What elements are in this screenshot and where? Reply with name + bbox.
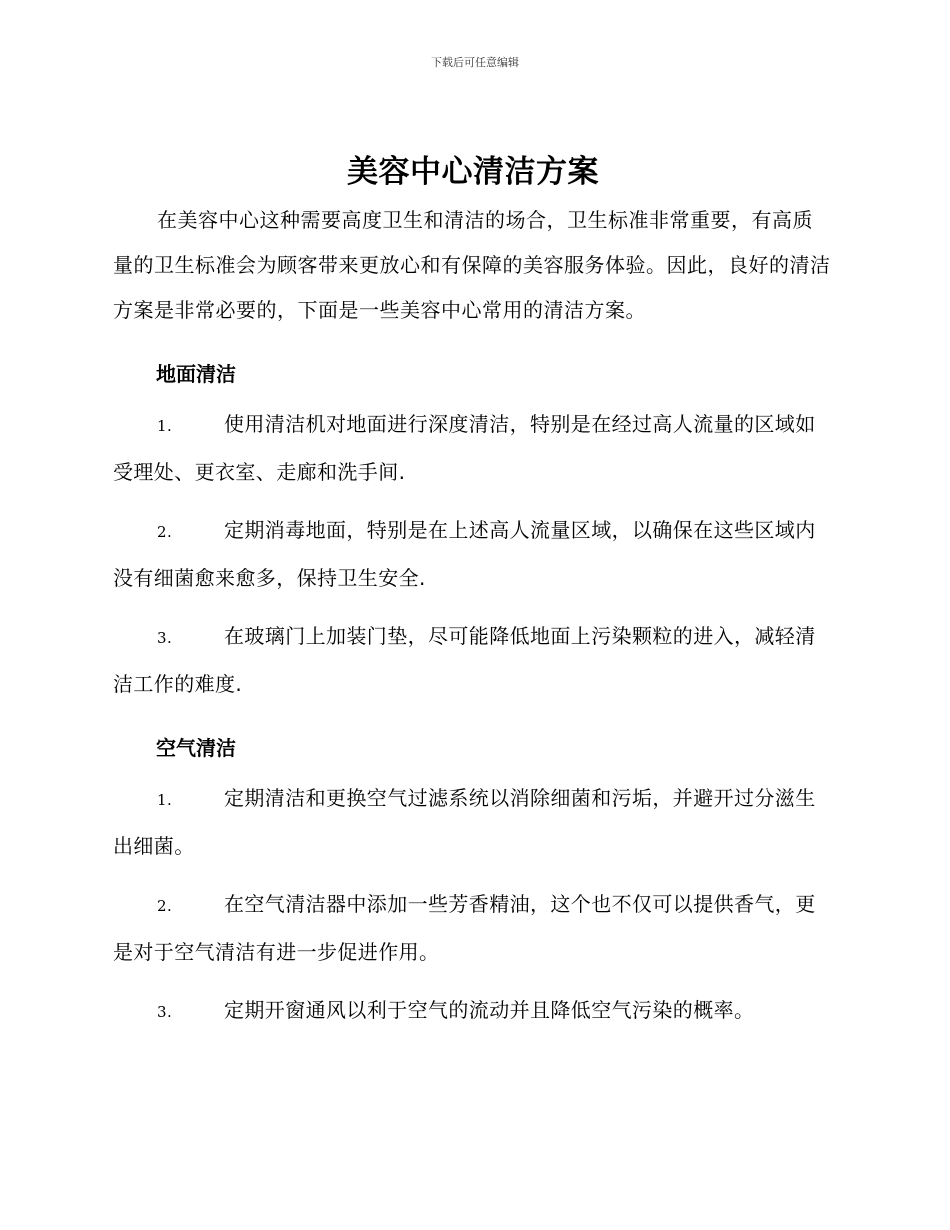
list-item [113, 401, 833, 495]
header-note: 下载后可任意编辑 [431, 56, 519, 69]
list-item-number: 1. [157, 417, 173, 435]
list-item-text: 在玻璃门上加装门垫，尽可能降低地面上污染颗粒的进入，减轻清洁工作的难度. [113, 624, 816, 696]
list-item [113, 613, 833, 707]
list-item [113, 775, 833, 869]
list-item-text: 在空气清洁器中添加一些芳香精油，这个也不仅可以提供香气，更是对于空气清洁有进一步促进作用。 [113, 892, 816, 964]
section-heading: 地面清洁 [156, 362, 236, 386]
list-item-text: 定期消毒地面，特别是在上述高人流量区域，以确保在这些区域内没有细菌愈来愈多，保持卫生安全. [113, 518, 816, 590]
document-content [113, 150, 833, 1035]
list-item-text: 定期开窗通风以利于空气的流动并且降低空气污染的概率。 [224, 998, 755, 1022]
section-air-cleaning [113, 733, 833, 1035]
list-item-number: 3. [157, 1003, 173, 1021]
list-item [113, 507, 833, 601]
list-item-text: 使用清洁机对地面进行深度清洁，特别是在经过高人流量的区域如受理处、更衣室、走廊和洗手间. [113, 412, 816, 484]
list-item [113, 987, 833, 1035]
list-item-number: 1. [157, 791, 173, 809]
list-item-text: 定期清洁和更换空气过滤系统以消除细菌和污垢，并避开过分滋生出细菌。 [113, 786, 816, 858]
intro-paragraph: 在美容中心这种需要高度卫生和清洁的场合，卫生标准非常重要，有高质量的卫生标准会为顾客带来更放心和有保障的美容服务体验。因此，良好的清洁方案是非常必要的，下面是一些美容中心常用的清洁方案。 [113, 208, 831, 322]
document-title: 美容中心清洁方案 [347, 154, 599, 190]
list-item-number: 3. [157, 629, 173, 647]
section-heading: 空气清洁 [156, 736, 236, 760]
list-item [113, 881, 833, 975]
air-cleaning-list [113, 775, 833, 1035]
section-floor-cleaning [113, 359, 833, 707]
list-item-number: 2. [157, 897, 173, 915]
floor-cleaning-list [113, 401, 833, 707]
list-item-number: 2. [157, 523, 173, 541]
